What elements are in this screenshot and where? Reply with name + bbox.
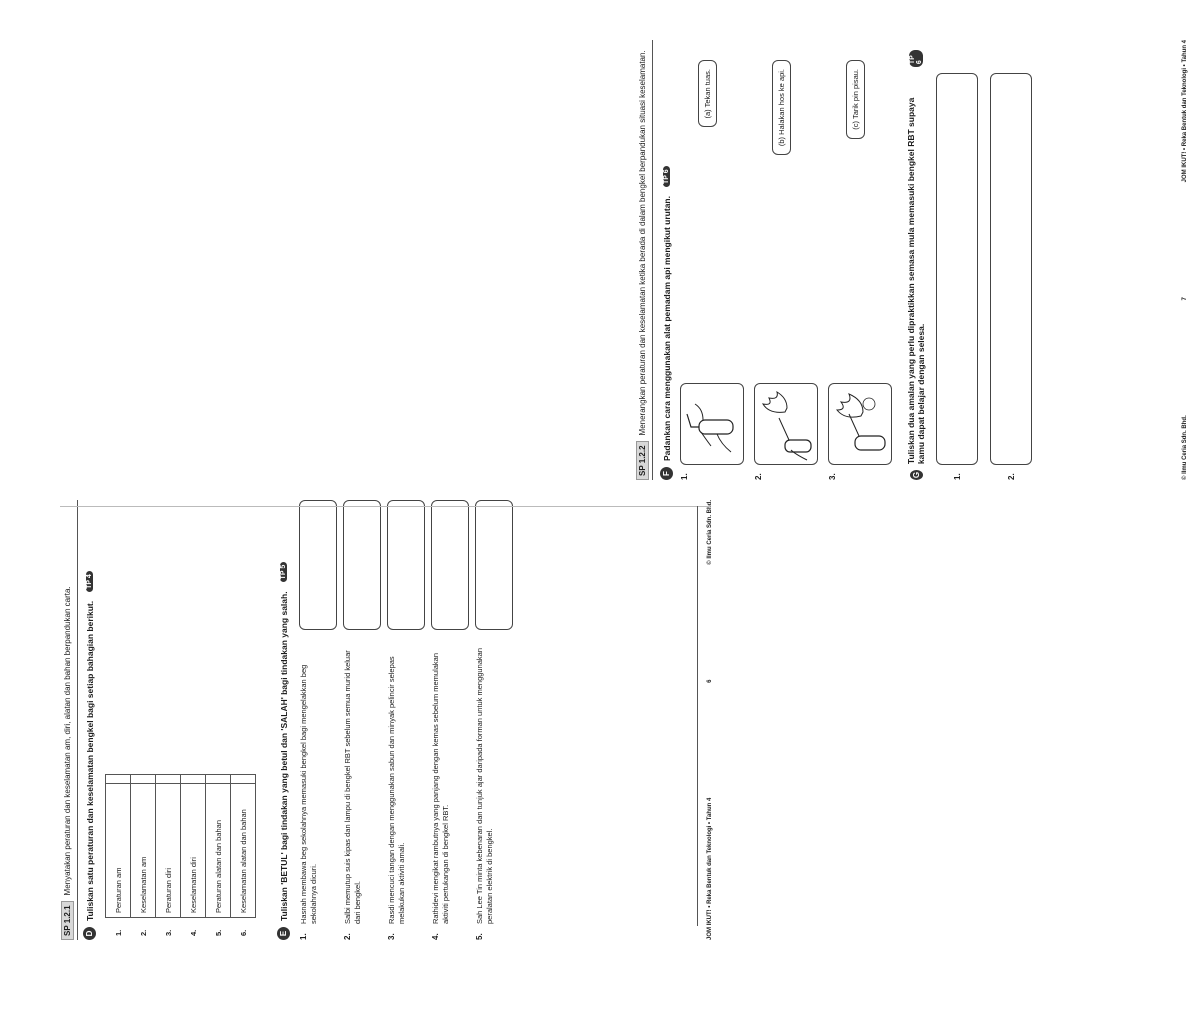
answer-cell[interactable]: [106, 775, 131, 784]
row-label: Peraturan alatan dan bahan: [206, 784, 231, 918]
footer-publisher: © Ilmu Ceria Sdn. Bhd.: [1182, 415, 1188, 480]
caption-aim-hose: (b) Halakan hos ke api.: [772, 60, 791, 155]
page-edge-line: [697, 506, 698, 926]
step-number: 3.: [828, 473, 837, 480]
step-number: 1.: [680, 473, 689, 480]
fire-icon: [829, 384, 891, 464]
table-row: [106, 775, 131, 941]
extinguisher-aim-hose-image: [754, 383, 818, 465]
statement-item: [299, 500, 337, 940]
row-number: 1.: [113, 929, 123, 936]
answer-cell[interactable]: [131, 775, 156, 784]
left-header: [61, 500, 78, 940]
statement-number: 5.: [475, 933, 484, 940]
answer-number: 2.: [1006, 473, 1016, 480]
step-1: [680, 40, 744, 480]
section-letter: G: [911, 471, 921, 479]
statement-item: [343, 500, 381, 940]
caption-pull-pin: (c) Tarik pin pisau.: [846, 60, 865, 139]
left-footer: [707, 500, 713, 940]
step-number: 2.: [754, 473, 763, 480]
section-d-heading: [83, 571, 96, 940]
statement-answer-box[interactable]: [431, 500, 469, 630]
page-fold-line: [60, 506, 710, 507]
statement-answer-box[interactable]: [475, 500, 513, 630]
step-2: [754, 40, 818, 480]
footer-book: JOM IKUT! • Reka Bentuk dan Teknologi • Tahun 4: [1182, 40, 1188, 183]
statement-answer-box[interactable]: [343, 500, 381, 630]
answer-box[interactable]: [990, 73, 1032, 465]
section-letter: D: [83, 927, 96, 940]
tp-badge: TP 6: [663, 166, 670, 187]
table-row: [231, 775, 256, 941]
answer-1: [936, 73, 978, 480]
row-label: Keselamatan diri: [181, 784, 206, 918]
tp-badge: TP 5: [280, 562, 287, 583]
answer-cell[interactable]: [206, 775, 231, 784]
section-instruction: Tuliskan satu peraturan dan keselamatan bengkel bagi setiap bahagian berikut.: [84, 600, 95, 921]
answer-2: [990, 73, 1032, 480]
right-header: [636, 40, 653, 480]
table-row: [156, 775, 181, 941]
section-instruction: Tuliskan dua amalan yang perlu dipraktikkan semasa mula memasuki bengkel RBT supaya kamu dapat belajar dengan selesa.: [906, 97, 926, 465]
statement-number: 3.: [387, 933, 396, 940]
left-page: [55, 500, 715, 940]
answer-number: 1.: [952, 473, 962, 480]
row-number: 5.: [213, 929, 223, 936]
statement-text: Salbi memutup suis kipas dan lampu di bengkel RBT sebelum semua murid keluar dari bengkel.: [343, 650, 362, 924]
tp-badge: TP 6: [909, 50, 923, 67]
section-instruction: Padankan cara menggunakan alat pemadam api mengikut urutan.: [661, 196, 672, 461]
section-letter: F: [660, 467, 673, 480]
statement-answer-box[interactable]: [299, 500, 337, 630]
row-number: 3.: [163, 929, 173, 936]
answer-cell[interactable]: [156, 775, 181, 784]
sp-code: SP 1.2.1: [61, 901, 74, 940]
statement-item: [475, 500, 513, 940]
row-label: Keselamatan alatan dan bahan: [231, 784, 256, 918]
extinguisher-icon: [681, 384, 743, 464]
row-label: Keselamatan am: [131, 784, 156, 918]
table-row: [181, 775, 206, 941]
section-f-heading: [660, 166, 673, 480]
fire-icon: [755, 384, 817, 464]
statement-item: [431, 500, 469, 940]
row-number: 6.: [238, 929, 248, 936]
section-g-heading: [906, 50, 926, 480]
answer-cell[interactable]: [181, 775, 206, 784]
tp-badge: TP 4: [86, 571, 93, 592]
statement-text: Rasdi mencuci tangan dengan menggunakan sabun dan minyak pelincir selepas melakukan aktiviti amali.: [387, 656, 406, 924]
sp-title: Menerangkan peraturan dan keselamatan ketika berada di dalam bengkel berpandukan situasi keselamatan.: [638, 50, 647, 436]
table-row: [131, 775, 156, 941]
section-e-heading: [277, 562, 290, 940]
statement-answer-box[interactable]: [387, 500, 425, 630]
footer-book: JOM IKUT! • Reka Bentuk dan Teknologi • Tahun 4: [707, 797, 713, 940]
row-label: Peraturan diri: [156, 784, 181, 918]
step-3: [828, 40, 892, 480]
section-letter: E: [277, 927, 290, 940]
footer-publisher: © Ilmu Ceria Sdn. Bhd.: [707, 500, 713, 565]
statement-text: Rathidevi mengikat rambutnya yang panjang dengan kemas sebelum memulakan aktiviti pertukangan di bengkel RBT.: [431, 653, 450, 924]
statement-item: [387, 500, 425, 940]
statement-text: Sah Lee Tin minta kebenaran dan tunjuk ajar daripada forman untuk menggunakan peralatan elektrik di bengkel.: [475, 647, 494, 924]
answer-box[interactable]: [936, 73, 978, 465]
statement-number: 2.: [343, 933, 352, 940]
sp-code: SP 1.2.2: [636, 441, 649, 480]
statement-number: 4.: [431, 933, 440, 940]
statement-number: 1.: [299, 933, 308, 940]
row-label: Peraturan am: [106, 784, 131, 918]
section-instruction: Tuliskan 'BETUL' bagi tindakan yang betul dan 'SALAH' bagi tindakan yang salah.: [278, 591, 289, 921]
caption-press-lever: (a) Tekan tuas.: [698, 60, 717, 127]
footer-page: 6: [707, 679, 713, 683]
extinguisher-press-lever-image: [680, 383, 744, 465]
footer-page: 7: [1182, 297, 1188, 301]
right-page: [630, 40, 1190, 480]
table-row: [206, 775, 231, 941]
sp-title: Menyatakan peraturan dan keselamatan am, diri, alatan dan bahan berpandukan carta.: [63, 586, 72, 896]
right-footer: [1182, 40, 1188, 480]
extinguisher-pull-pin-image: [828, 383, 892, 465]
answer-cell[interactable]: [231, 775, 256, 784]
row-number: 2.: [138, 929, 148, 936]
statement-text: Hasnah membawa beg sekolahnya memasuki bengkel bagi mengelakkan beg sekolahnya dicuri.: [299, 664, 318, 924]
row-number: 4.: [188, 929, 198, 936]
rules-table: [105, 774, 256, 940]
